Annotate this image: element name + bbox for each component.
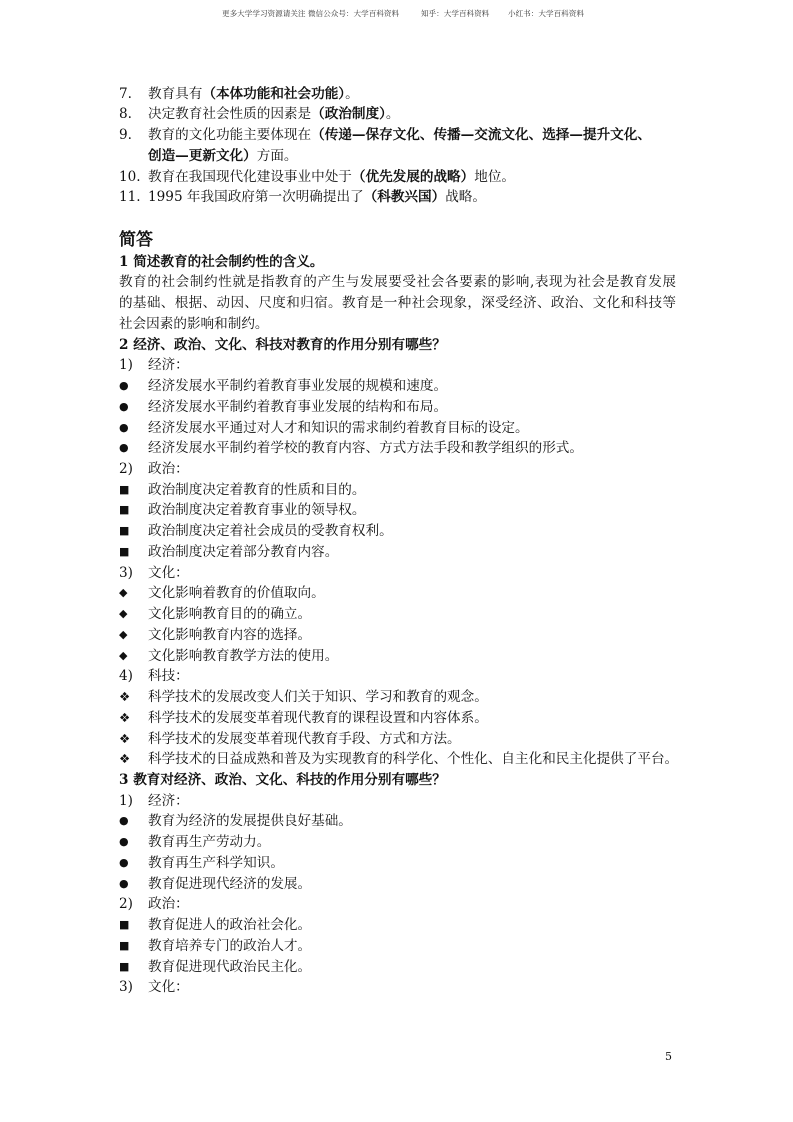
list-item-text: 教育促进现代政治民主化。: [148, 958, 312, 975]
list-item: [119, 625, 679, 646]
bullet-icon: ●: [119, 835, 129, 849]
bullet-icon: ❖: [119, 730, 131, 746]
list-item: [119, 729, 679, 750]
list-item: [119, 687, 679, 708]
list-item-text: 教育促进现代经济的发展。: [148, 875, 312, 892]
bullet-icon: ●: [119, 420, 129, 434]
list-item: [119, 376, 679, 397]
bullet-icon: ●: [119, 814, 129, 828]
bullet-icon: ●: [119, 379, 129, 393]
list-item: [119, 749, 679, 770]
bullet-icon: ■: [119, 503, 130, 517]
list-item-text: 经济发展水平制约着教育事业发展的规模和速度。: [148, 378, 448, 395]
bullet-icon: ■: [119, 938, 130, 952]
bullet-icon: ❖: [119, 709, 131, 725]
question-title: 3 教育对经济、政治、文化、科技的作用分别有哪些？: [119, 771, 446, 788]
list-item: [119, 604, 679, 625]
question-title: 2 经济、政治、文化、科技对教育的作用分别有哪些？: [119, 336, 446, 353]
list-item-text: 经济发展水平制约着教育事业发展的结构和布局。: [148, 398, 448, 415]
item-text: 教育在我国现代化建设事业中处于（优先发展的战略）地位。: [148, 168, 516, 185]
item-answer: （优先发展的战略）: [351, 168, 475, 185]
item-answer: 创造—更新文化）: [148, 147, 257, 164]
list-item-text: 政治制度决定着社会成员的受教育权利。: [148, 523, 393, 540]
group-heading: [119, 977, 679, 998]
list-item-text: 科学技术的发展变革着现代教育的课程设置和内容体系。: [148, 709, 488, 726]
answer-paragraph-line: 的基础、根据、动因、尺度和归宿。教育是一种社会现象，深受经济、政治、文化和科技等: [119, 295, 676, 312]
list-item: [119, 708, 679, 729]
item-number: 11.: [119, 189, 141, 206]
list-item-text: 文化影响教育目的的确立。: [148, 606, 312, 623]
section-heading: 简答: [119, 230, 153, 250]
bullet-icon: ◆: [119, 586, 128, 600]
item-answer: （传递—保存文化、传播—交流文化、选择—提升文化、: [311, 127, 651, 144]
group-number: 2): [119, 460, 133, 477]
header-zhihu: 知乎：大学百科资料: [421, 9, 490, 18]
bullet-icon: ●: [119, 399, 129, 413]
short-answer-section: [119, 252, 679, 998]
list-item: [119, 957, 679, 978]
question-title: 1 简述教育的社会制约性的含义。: [119, 253, 324, 270]
group-number: 1): [119, 792, 133, 809]
list-item: [119, 542, 679, 563]
list-item-text: 经济发展水平制约着学校的教育内容、方式方法手段和教学组织的形式。: [148, 440, 583, 457]
group-heading: [119, 355, 679, 376]
fill-item-continuation: [119, 146, 679, 167]
list-item-text: 政治制度决定着教育的性质和目的。: [148, 481, 366, 498]
list-item: [119, 936, 679, 957]
list-item-text: 政治制度决定着部分教育内容。: [148, 543, 339, 560]
list-item: [119, 874, 679, 895]
fill-item: [119, 104, 679, 125]
item-text: 创造—更新文化）方面。: [148, 147, 298, 164]
list-item-text: 文化影响教育教学方法的使用。: [148, 647, 339, 664]
list-item-text: 文化影响着教育的价值取向。: [148, 585, 325, 602]
group-number: 1): [119, 357, 133, 374]
list-item: [119, 418, 679, 439]
list-item-text: 教育培养专门的政治人才。: [148, 937, 312, 954]
list-item-text: 科学技术的发展改变人们关于知识、学习和教育的观念。: [148, 689, 488, 706]
group-heading: [119, 791, 679, 812]
item-answer: （政治制度）: [311, 106, 386, 123]
page-number: 5: [665, 1050, 672, 1063]
list-item-text: 教育为经济的发展提供良好基础。: [148, 813, 352, 830]
list-item-text: 科学技术的日益成熟和普及为实现教育的科学化、个性化、自主化和民主化提供了平台。: [148, 751, 679, 768]
group-heading: [119, 666, 679, 687]
item-text: 教育的文化功能主要体现在（传递—保存文化、传播—交流文化、选择—提升文化、: [148, 127, 651, 144]
list-item: [119, 500, 679, 521]
fill-item: [119, 84, 679, 105]
item-answer: （科教兴国）: [363, 189, 446, 206]
item-number: 9.: [119, 127, 132, 144]
fill-in-list: [119, 84, 679, 208]
group-label: 科技：: [148, 668, 189, 685]
bullet-icon: ●: [119, 876, 129, 890]
group-label: 政治：: [148, 460, 189, 477]
list-item-text: 政治制度决定着教育事业的领导权。: [148, 502, 366, 519]
bullet-icon: ●: [119, 855, 129, 869]
bullet-icon: ◆: [119, 607, 128, 621]
group-label: 文化：: [148, 564, 189, 581]
list-item-text: 文化影响教育内容的选择。: [148, 626, 312, 643]
group-number: 3): [119, 564, 133, 581]
item-number: 10.: [119, 168, 141, 185]
item-text: 教育具有（本体功能和社会功能）。: [148, 85, 359, 102]
list-item: [119, 583, 679, 604]
fill-item: [119, 187, 679, 208]
bullet-icon: ■: [119, 959, 130, 973]
group-label: 文化：: [148, 979, 189, 996]
list-item-text: 经济发展水平通过对人才和知识的需求制约着教育目标的设定。: [148, 419, 529, 436]
bullet-icon: ●: [119, 441, 129, 455]
group-label: 经济：: [148, 357, 189, 374]
list-item: [119, 397, 679, 418]
list-item: [119, 811, 679, 832]
list-item: [119, 521, 679, 542]
list-item: [119, 915, 679, 936]
bullet-icon: ❖: [119, 751, 131, 767]
bullet-icon: ■: [119, 482, 130, 496]
list-item: [119, 646, 679, 667]
item-number: 8.: [119, 106, 132, 123]
header-promo: 更多大学学习资源请关注 微信公众号：大学百科资料: [222, 9, 400, 18]
group-heading: [119, 563, 679, 584]
item-text: 1995 年我国政府第一次明确提出了（科教兴国）战略。: [148, 189, 486, 206]
item-number: 7.: [119, 85, 132, 102]
list-item-text: 教育再生产科学知识。: [148, 854, 284, 871]
bullet-icon: ■: [119, 524, 130, 538]
bullet-icon: ■: [119, 544, 130, 558]
group-heading: [119, 894, 679, 915]
list-item: [119, 438, 679, 459]
list-item: [119, 832, 679, 853]
bullet-icon: ◆: [119, 627, 128, 641]
list-item: [119, 480, 679, 501]
group-number: 3): [119, 979, 133, 996]
bullet-icon: ❖: [119, 689, 131, 705]
header-xiaohongshu: 小红书：大学百科资料: [508, 9, 584, 18]
group-label: 政治：: [148, 896, 189, 913]
item-answer: （本体功能和社会功能）: [202, 85, 346, 102]
fill-item: [119, 125, 679, 146]
list-item: [119, 853, 679, 874]
list-item-text: 教育再生产劳动力。: [148, 834, 271, 851]
fill-item: [119, 167, 679, 188]
item-text: 决定教育社会性质的因素是（政治制度）。: [148, 106, 400, 123]
group-heading: [119, 459, 679, 480]
answer-paragraph-line: 教育的社会制约性就是指教育的产生与发展要受社会各要素的影响,表现为社会是教育发展: [119, 274, 676, 291]
bullet-icon: ◆: [119, 648, 128, 662]
group-number: 4): [119, 668, 133, 685]
bullet-icon: ■: [119, 918, 130, 932]
group-number: 2): [119, 896, 133, 913]
group-label: 经济：: [148, 792, 189, 809]
answer-paragraph-line: 社会因素的影响和制约。: [119, 315, 269, 332]
list-item-text: 科学技术的发展变革着现代教育手段、方式和方法。: [148, 730, 461, 747]
list-item-text: 教育促进人的政治社会化。: [148, 917, 312, 934]
